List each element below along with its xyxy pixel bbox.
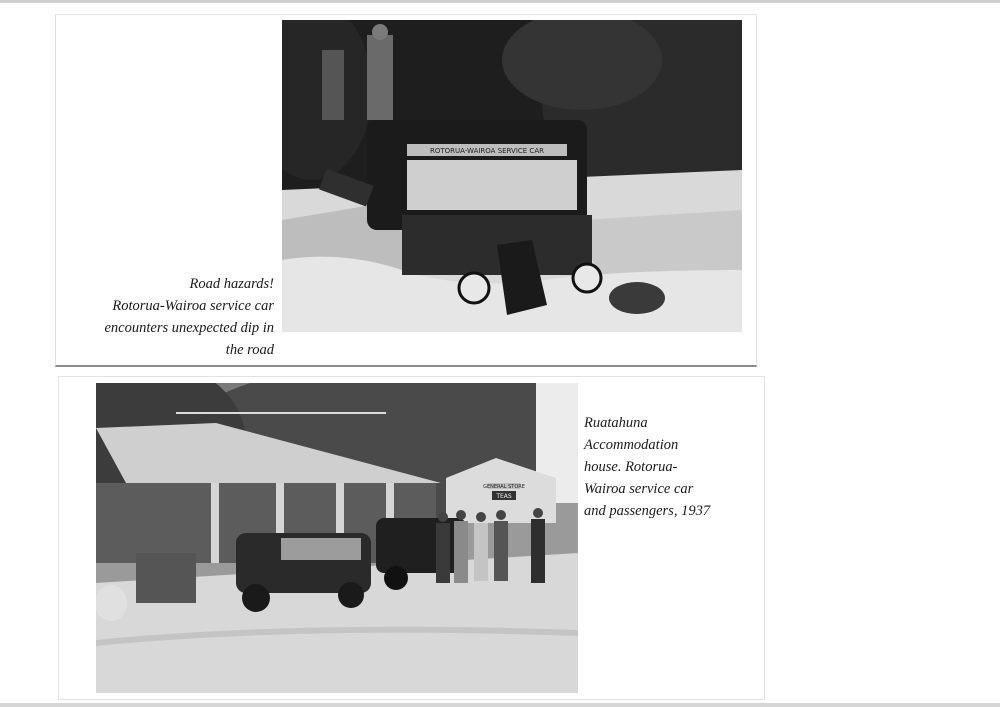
vehicle-sign: ROTORUA-WAIROA SERVICE CAR: [430, 147, 544, 155]
scan-edge: [0, 703, 1000, 707]
caption-line: the road: [225, 342, 274, 358]
scan-edge: [0, 0, 1000, 3]
store-sign: GENERAL STORE: [483, 484, 525, 490]
caption-line: Rotorua-Wairoa service car: [112, 298, 274, 314]
caption-line: Wairoa service car: [584, 481, 694, 497]
caption-line: Road hazards!: [189, 276, 274, 292]
store-sign-teas: TEAS: [496, 493, 512, 500]
caption-ruatahuna: [584, 412, 734, 522]
caption-line: Ruatahuna: [584, 415, 648, 431]
caption-line: Accommodation: [584, 437, 679, 453]
photo-flooded-service-car: [282, 20, 742, 332]
caption-line: and passengers, 1937: [584, 503, 711, 519]
caption-road-hazards: [82, 273, 274, 361]
caption-line: house. Rotorua-: [584, 459, 678, 475]
caption-line: encounters unexpected dip in: [104, 320, 274, 336]
photo-accommodation-house: [96, 383, 578, 693]
